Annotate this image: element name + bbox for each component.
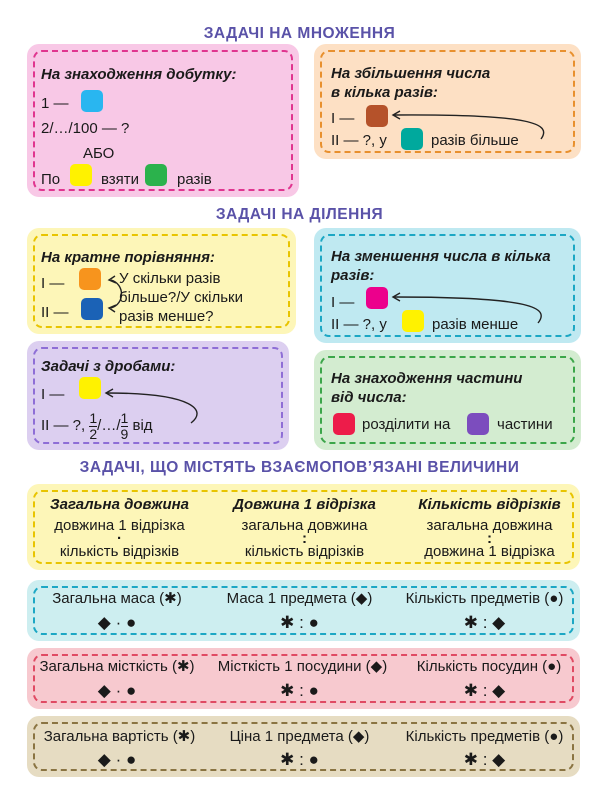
compare-question-3: разів менше? xyxy=(119,308,214,325)
capacity-c1: Загальна місткість (✱) xyxy=(39,658,195,675)
length-col2-head: Довжина 1 відрізка xyxy=(233,496,376,513)
decrease-line2-a: II — ?, у xyxy=(331,316,387,333)
fraction-ninth: $\frac{1}{9}$ xyxy=(120,409,129,442)
length-col3-r1: загальна довжина xyxy=(426,517,553,534)
orange-square-icon xyxy=(79,268,101,290)
increase-line2-a: II — ?, у xyxy=(331,132,387,149)
cost-f1: ◆ · ● xyxy=(97,750,137,769)
increase-box xyxy=(314,44,581,159)
heading-multiplication: ЗАДАЧІ НА МНОЖЕННЯ xyxy=(203,25,396,42)
length-table xyxy=(27,484,580,570)
mass-row xyxy=(27,580,580,641)
cyan-square-icon xyxy=(81,90,103,112)
cost-row xyxy=(27,716,580,777)
product-line1: 1 — xyxy=(41,95,69,112)
decrease-arrow xyxy=(314,228,324,238)
yellow-square-icon xyxy=(402,310,424,332)
increase-line2-b: разів більше xyxy=(431,132,519,149)
cost-c1: Загальна вартість (✱) xyxy=(43,728,196,745)
yellow-square-icon xyxy=(70,164,92,186)
compare-line1: I — xyxy=(41,275,65,292)
fractions-sep: /…/ xyxy=(97,417,121,434)
mass-c3: Кількість предметів (●) xyxy=(405,590,564,607)
fractions-arrow xyxy=(27,341,37,351)
length-col3-r2: довжина 1 відрізка xyxy=(424,543,555,560)
mass-f1: ◆ · ● xyxy=(97,613,137,632)
green-square-icon xyxy=(145,164,167,186)
length-col3-head: Кількість відрізків xyxy=(418,496,561,513)
part-title-1: На знаходження частини xyxy=(331,370,523,387)
magenta-square-icon xyxy=(366,287,388,309)
fractions-title: Задачі з дробами: xyxy=(41,358,176,375)
fractions-line1: I — xyxy=(41,386,65,403)
decrease-title-1: На зменшення числа в кілька xyxy=(331,248,551,265)
compare-title: На кратне порівняння: xyxy=(41,249,215,266)
mass-f2: ✱ : ● xyxy=(280,613,319,632)
product-line3-b: взяти xyxy=(101,171,140,188)
product-or: АБО xyxy=(83,145,115,162)
decrease-line1: I — xyxy=(331,294,355,311)
decrease-title-2: разів: xyxy=(331,267,375,284)
increase-title-1: На збільшення числа xyxy=(331,65,491,82)
capacity-f3: ✱ : ◆ xyxy=(463,681,506,700)
capacity-f2: ✱ : ● xyxy=(280,681,319,700)
increase-title-2: в кілька разів: xyxy=(331,84,438,101)
cost-c2: Ціна 1 предмета (◆) xyxy=(229,728,370,745)
compare-question-1: У скільки разів xyxy=(119,270,221,287)
brown-square-icon xyxy=(366,105,388,127)
decrease-box xyxy=(314,228,581,343)
part-box xyxy=(314,350,581,450)
capacity-c3: Кількість посудин (●) xyxy=(416,658,562,675)
part-title-2: від числа: xyxy=(331,389,407,406)
heading-related: ЗАДАЧІ, ЩО МІСТЯТЬ ВЗАЄМОПОВ’ЯЗАНІ ВЕЛИЧИНИ xyxy=(79,459,520,476)
fractions-line2-a: II — ?, xyxy=(41,417,86,434)
fractions-line2 xyxy=(41,409,153,443)
product-line2: 2/…/100 — ? xyxy=(41,120,130,137)
fraction-half: $\frac{1}{2}$ xyxy=(89,409,98,442)
compare-box xyxy=(27,228,296,334)
product-box xyxy=(27,44,299,197)
increase-arrow xyxy=(314,44,324,54)
red-square-icon xyxy=(333,413,355,435)
capacity-c2: Місткість 1 посудини (◆) xyxy=(217,658,388,675)
compare-question-2: більше?/У скільки xyxy=(119,289,243,306)
length-col2-op: : xyxy=(302,530,307,547)
length-col3-op: : xyxy=(487,530,492,547)
part-text-b: частини xyxy=(497,416,553,433)
blue-square-icon xyxy=(81,298,103,320)
cost-f3: ✱ : ◆ xyxy=(463,750,506,769)
capacity-f1: ◆ · ● xyxy=(97,681,137,700)
part-text-a: розділити на xyxy=(362,416,451,433)
increase-line1: I — xyxy=(331,110,355,127)
product-title: На знаходження добутку: xyxy=(41,66,237,83)
yellow-square-icon xyxy=(79,377,101,399)
mass-f3: ✱ : ◆ xyxy=(463,613,506,632)
teal-square-icon xyxy=(401,128,423,150)
fractions-line2-b: від xyxy=(132,417,153,434)
length-col1-r1: довжина 1 відрізка xyxy=(54,517,185,534)
compare-line2: II — xyxy=(41,304,69,321)
length-col1-head: Загальна довжина xyxy=(49,496,190,513)
product-line3-a: По xyxy=(41,171,61,188)
compare-arrow xyxy=(27,228,37,238)
cost-c3: Кількість предметів (●) xyxy=(405,728,564,745)
mass-c1: Загальна маса (✱) xyxy=(52,590,182,607)
product-line3-c: разів xyxy=(177,171,212,188)
mass-c2: Маса 1 предмета (◆) xyxy=(226,590,373,607)
length-col2-r2: кількість відрізків xyxy=(244,543,365,560)
cost-f2: ✱ : ● xyxy=(280,750,319,769)
length-col1-r2: кількість відрізків xyxy=(59,543,180,560)
purple-square-icon xyxy=(467,413,489,435)
heading-division: ЗАДАЧІ НА ДІЛЕННЯ xyxy=(215,206,384,223)
length-col1-op: · xyxy=(117,530,122,547)
fractions-box xyxy=(27,341,289,450)
decrease-line2-b: разів менше xyxy=(432,316,519,333)
length-col2-r1: загальна довжина xyxy=(241,517,368,534)
capacity-row xyxy=(27,648,580,709)
